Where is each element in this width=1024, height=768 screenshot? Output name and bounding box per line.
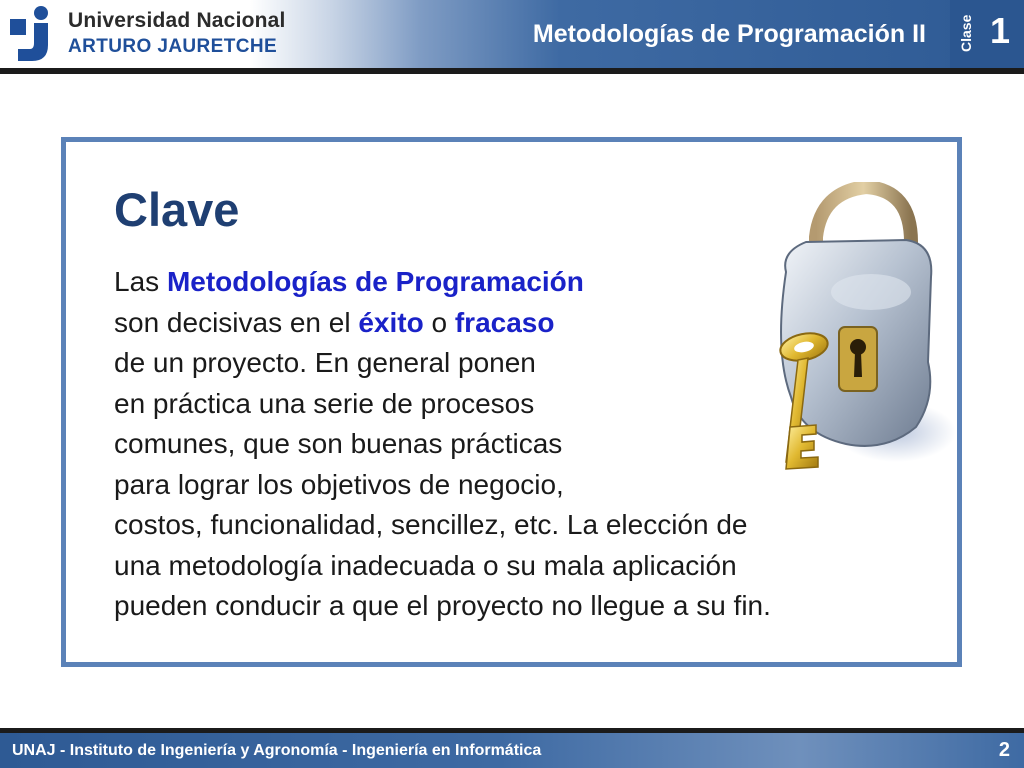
paragraph-line: en práctica una serie de procesos bbox=[114, 387, 535, 419]
paragraph-line: costos, funcionalidad, sencillez, etc. La elección de bbox=[114, 509, 748, 540]
paragraph-line: de un proyecto. En general ponen bbox=[114, 347, 536, 378]
text-span: son decisivas en el bbox=[114, 306, 359, 338]
footer-text: UNAJ - Instituto de Ingeniería y Agronomía - Ingeniería en Informática bbox=[12, 742, 542, 759]
text-span: o bbox=[423, 306, 455, 338]
slide-heading: Clave bbox=[114, 183, 240, 236]
highlight-term: fracaso bbox=[454, 306, 555, 338]
paragraph-line: para lograr los objetivos de negocio, bbox=[114, 468, 564, 500]
highlight-term: Metodologías de Programación bbox=[166, 266, 584, 297]
paragraph-line: una metodología inadecuada o su mala aplicación bbox=[114, 549, 737, 581]
paragraph-line bbox=[114, 262, 944, 303]
content-box bbox=[61, 137, 962, 667]
key-paragraph bbox=[114, 262, 944, 627]
paragraph-line: pueden conducir a que el proyecto no llegue a su fin. bbox=[114, 590, 771, 621]
slide-header bbox=[0, 0, 1024, 68]
paragraph-line: comunes, que son buenas prácticas bbox=[114, 428, 563, 459]
highlight-term: éxito bbox=[358, 306, 424, 338]
header-divider bbox=[0, 68, 1024, 74]
unaj-logo-icon bbox=[10, 5, 62, 63]
institution-subname: ARTURO JAURETCHE bbox=[68, 36, 278, 57]
university-logo bbox=[10, 3, 286, 65]
course-title: Metodologías de Programación II bbox=[532, 20, 926, 48]
page-number: 2 bbox=[998, 739, 1010, 761]
paragraph-line bbox=[114, 303, 944, 344]
text-span: Las bbox=[114, 266, 167, 297]
clase-number: 1 bbox=[990, 10, 1011, 51]
institution-name: Universidad Nacional bbox=[68, 9, 286, 32]
clase-label: Clase bbox=[958, 14, 974, 52]
slide-footer bbox=[0, 733, 1024, 768]
